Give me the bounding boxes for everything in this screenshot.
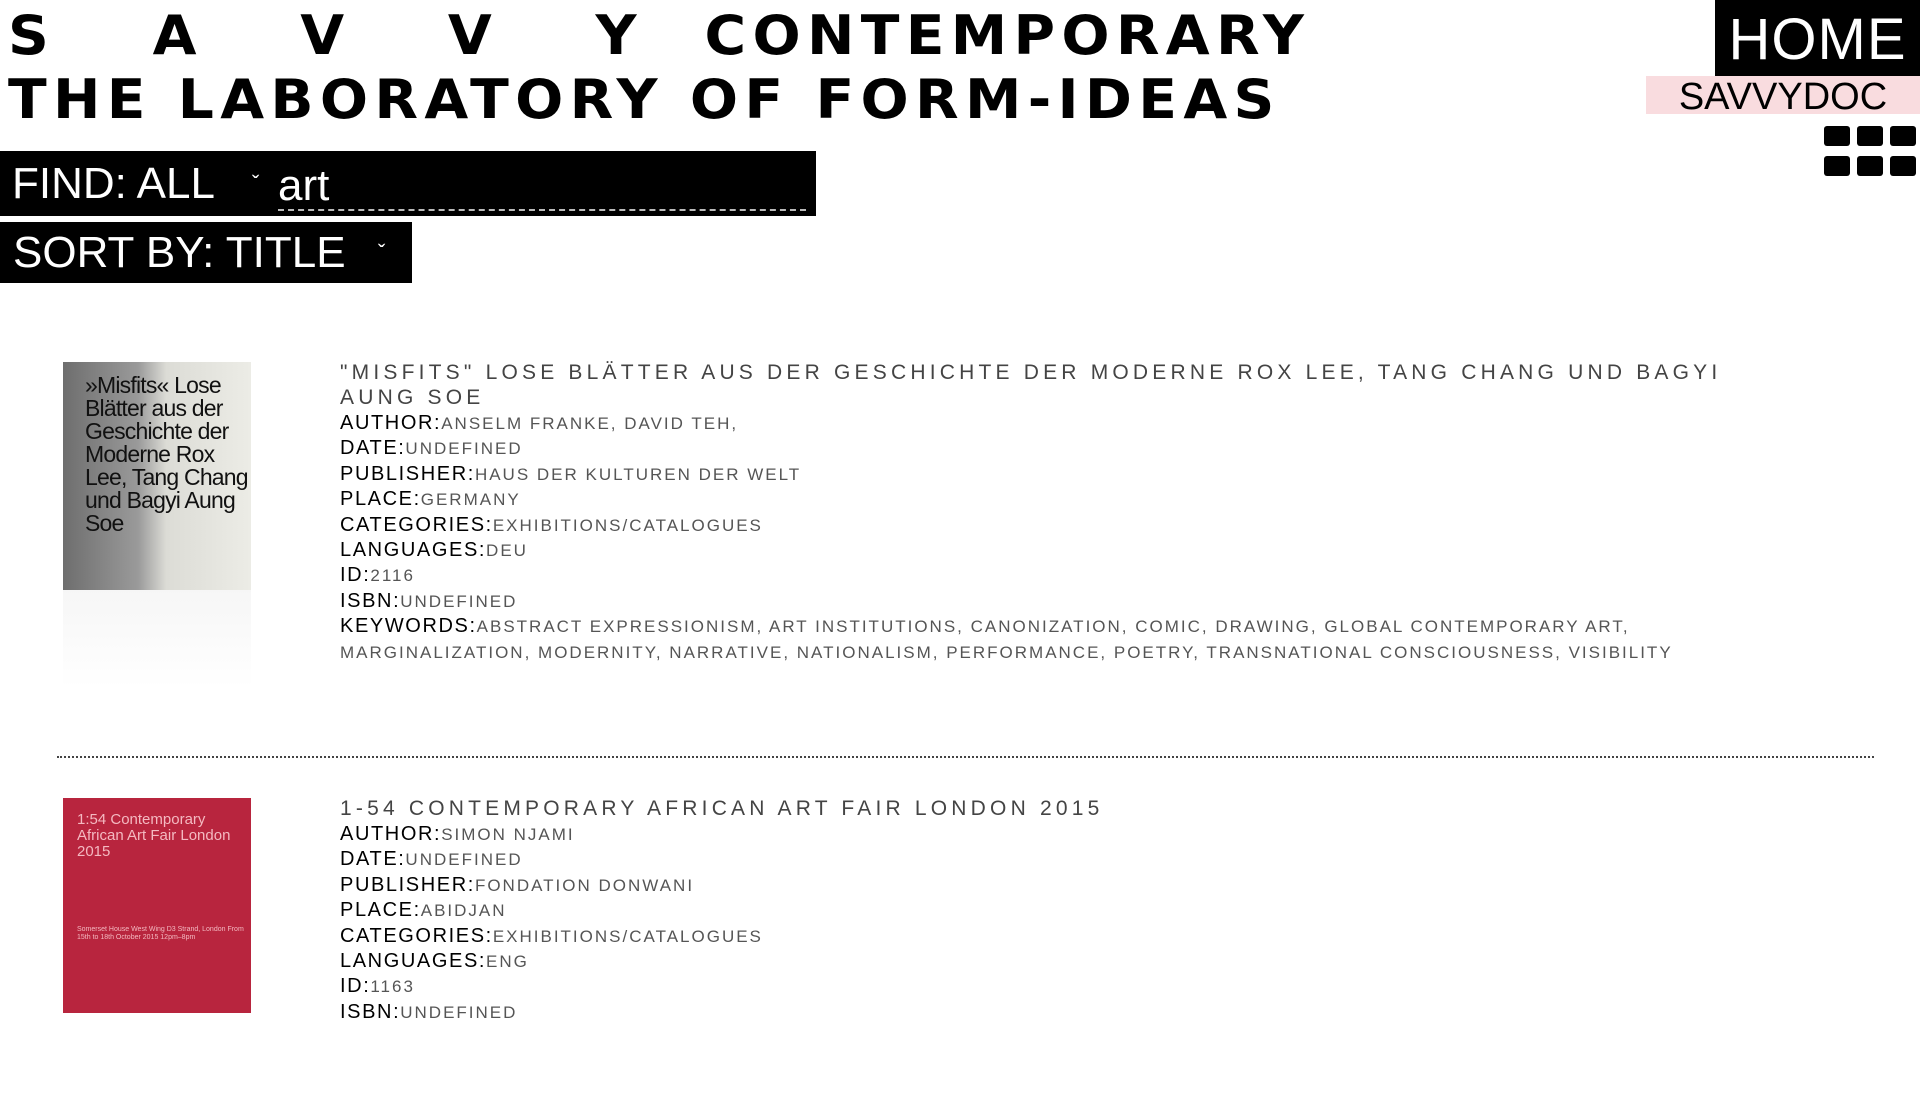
- id-row: [340, 974, 1760, 999]
- list-item: [0, 796, 1920, 1096]
- languages-value: DEU: [486, 541, 528, 561]
- entry-title[interactable]: "MISFITS" LOSE BLÄTTER AUS DER GESCHICHTE DER MODERNE ROX LEE, TANG CHANG UND BAGYI AUNG SOE: [340, 361, 1722, 409]
- place-row: [340, 487, 1760, 512]
- publisher-value: HAUS DER KULTUREN DER WELT: [474, 464, 802, 484]
- date-label: DATE:: [340, 848, 406, 871]
- book-cover[interactable]: [63, 798, 251, 1013]
- date-row: [340, 847, 1760, 872]
- entry-divider: [57, 756, 1874, 758]
- publisher-value: FONDATION DONWANI: [474, 875, 695, 895]
- site-title-contemporary: CONTEMPORARY: [704, 4, 1311, 67]
- id-label: ID:: [340, 564, 371, 587]
- grid-cell: [1890, 126, 1916, 146]
- grid-cell: [1857, 126, 1883, 146]
- grid-cell: [1857, 156, 1883, 176]
- author-value: SIMON NJAMI: [441, 825, 575, 844]
- grid-menu-icon[interactable]: [1824, 126, 1916, 178]
- find-chevron-down-icon[interactable]: ˇ: [252, 170, 260, 196]
- site-title-line-1: [8, 4, 1310, 68]
- savvydoc-button[interactable]: SAVVYDOC: [1646, 76, 1920, 114]
- sort-chevron-down-icon: ˇ: [378, 239, 386, 265]
- site-title-line-2: THE LABORATORY OF FORM-IDEAS: [8, 68, 1281, 131]
- date-row: [340, 436, 1760, 461]
- book-cover-text: »Misfits« Lose Blätter aus der Geschichte der Moderne Rox Lee, Tang Chang und Bagyi Aung Soe: [85, 372, 248, 536]
- place-value: ABIDJAN: [420, 901, 507, 921]
- languages-label: LANGUAGES:: [340, 539, 487, 562]
- grid-cell: [1824, 126, 1850, 146]
- isbn-row: [340, 1000, 1760, 1025]
- isbn-label: ISBN:: [340, 589, 401, 612]
- languages-row: [340, 949, 1760, 974]
- book-cover[interactable]: [63, 362, 251, 590]
- categories-row: [340, 513, 1760, 538]
- sort-select[interactable]: [0, 222, 412, 283]
- isbn-row: [340, 589, 1760, 614]
- categories-value: EXHIBITIONS/CATALOGUES: [492, 515, 763, 535]
- place-row: [340, 898, 1760, 923]
- publisher-label: PUBLISHER:: [340, 873, 475, 896]
- place-label: PLACE:: [340, 899, 421, 922]
- id-row: [340, 563, 1760, 588]
- book-cover-text: 1:54 Contemporary African Art Fair London 2015: [77, 811, 231, 860]
- list-item: [0, 360, 1920, 750]
- isbn-label: ISBN:: [340, 1000, 401, 1023]
- place-value: GERMANY: [420, 490, 521, 510]
- isbn-value: UNDEFINED: [400, 591, 518, 611]
- isbn-value: UNDEFINED: [400, 1002, 518, 1022]
- date-value: UNDEFINED: [405, 439, 523, 459]
- publisher-row: [340, 873, 1760, 898]
- home-button[interactable]: HOME: [1715, 0, 1920, 76]
- languages-value: ENG: [486, 952, 529, 972]
- keywords-label: KEYWORDS:: [340, 615, 477, 638]
- book-cover-details: Somerset House West Wing D3 Strand, London From 15th to 18th October 2015 12pm–8pm: [77, 926, 244, 941]
- id-label: ID:: [340, 975, 371, 998]
- grid-cell: [1824, 156, 1850, 176]
- author-label: AUTHOR:: [340, 823, 442, 845]
- categories-label: CATEGORIES:: [340, 924, 493, 947]
- results-list: [0, 360, 1920, 1023]
- categories-row: [340, 924, 1760, 949]
- find-scope-select[interactable]: FIND: ALL: [12, 158, 215, 208]
- entry-metadata: [340, 796, 1760, 1025]
- site-title-savvy: S A V V Y: [8, 4, 679, 67]
- sort-label: SORT BY: TITLE: [13, 227, 346, 277]
- date-label: DATE:: [340, 437, 406, 460]
- publisher-row: [340, 462, 1760, 487]
- author-value: ANSELM FRANKE, DAVID TEH,: [441, 414, 739, 433]
- find-bar: [0, 151, 816, 216]
- entry-metadata: [340, 360, 1760, 665]
- keywords-row: [340, 614, 1760, 665]
- grid-cell: [1890, 156, 1916, 176]
- site-title[interactable]: [8, 4, 1311, 132]
- categories-label: CATEGORIES:: [340, 513, 493, 536]
- id-value: 2116: [370, 566, 415, 586]
- author-label: AUTHOR:: [340, 412, 442, 434]
- id-value: 1163: [370, 977, 415, 997]
- author-row: [340, 822, 1760, 847]
- publisher-label: PUBLISHER:: [340, 462, 475, 485]
- categories-value: EXHIBITIONS/CATALOGUES: [492, 926, 763, 946]
- entry-title[interactable]: 1-54 CONTEMPORARY AFRICAN ART FAIR LONDON 2015: [340, 797, 1104, 820]
- search-input[interactable]: [278, 163, 806, 211]
- place-label: PLACE:: [340, 488, 421, 511]
- languages-row: [340, 538, 1760, 563]
- book-cover-reflection: [63, 590, 251, 688]
- keywords-value: ABSTRACT EXPRESSIONISM, ART INSTITUTIONS, CANONIZATION, COMIC, DRAWING, GLOBAL CONTEMPORARY ART, MARGINALIZATION, MODERNITY, NARRATIVE, NATIONALISM, PERFORMANCE, POETRY, TRANSNATIONAL CONSCIOUSNESS, VISIBILITY: [340, 617, 1673, 662]
- date-value: UNDEFINED: [405, 850, 523, 870]
- languages-label: LANGUAGES:: [340, 950, 487, 973]
- author-row: [340, 411, 1760, 436]
